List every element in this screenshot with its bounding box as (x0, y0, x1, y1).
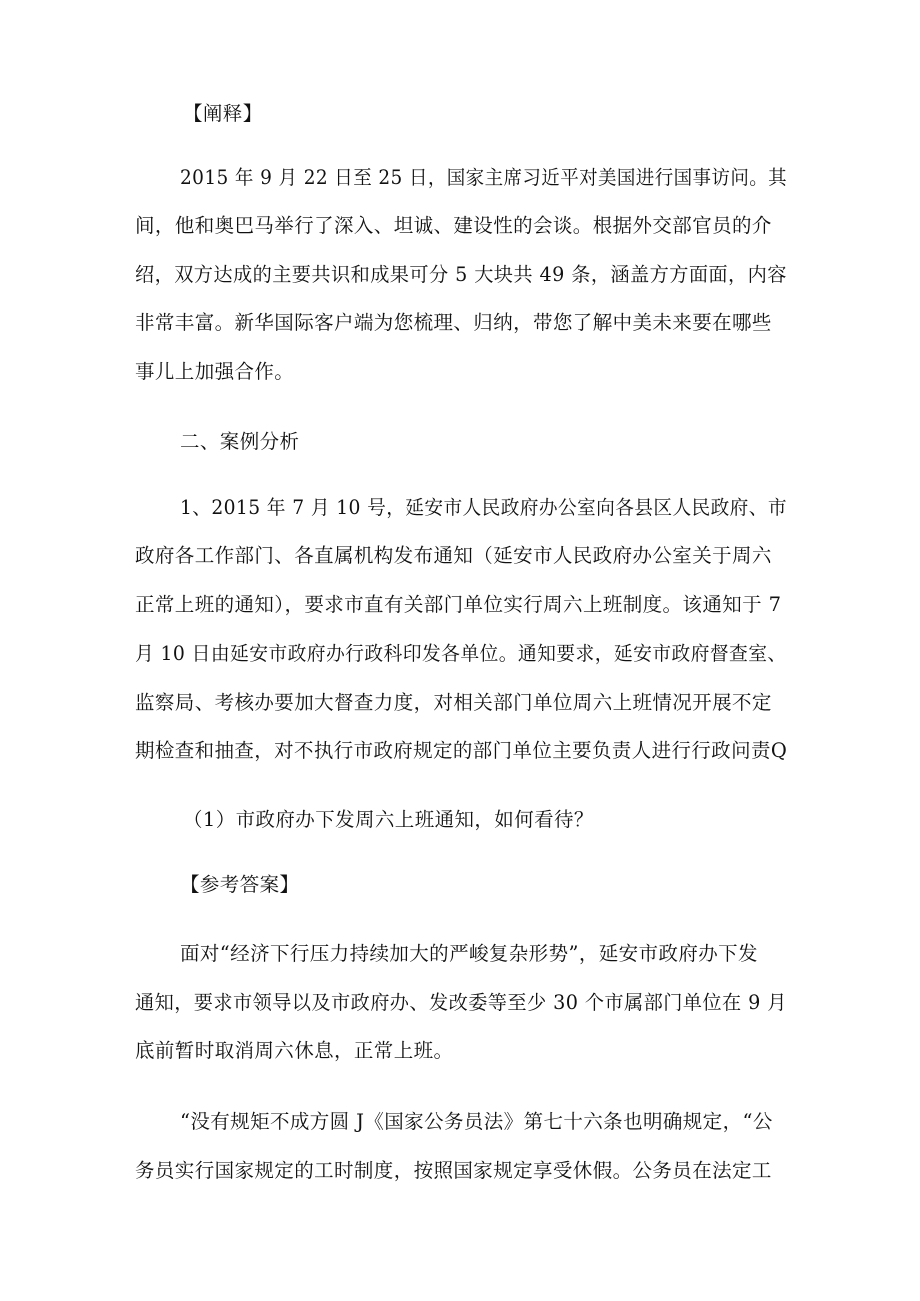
para1-line: 2015 年 9 月 22 日至 25 日，国家主席习近平对美国进行国事访问。其 (180, 166, 788, 189)
heading-answer: 【参考答案】 (180, 873, 300, 896)
para3-line: 面对“经济下行压力持续加大的严峻复杂形势”，延安市政府办下发 (180, 942, 758, 965)
para2-line: 月 10 日由延安市政府办行政科印发各单位。通知要求，延安市政府督查室、 (135, 642, 787, 665)
para1-line: 绍，双方达成的主要共识和成果可分 5 大块共 49 条，涵盖方方面面，内容 (135, 263, 787, 286)
heading-explain: 【阐释】 (183, 102, 263, 125)
question-1: （1）市政府办下发周六上班通知，如何看待？ (183, 808, 594, 831)
para1-line: 非常丰富。新华国际客户端为您梳理、归纳，带您了解中美未来要在哪些 (135, 311, 772, 334)
para3-line: 通知，要求市领导以及市政府办、发改委等至少 30 个市属部门单位在 9 月 (135, 991, 787, 1014)
para2-line: 1、2015 年 7 月 10 号，延安市人民政府办公室向各县区人民政府、市 (180, 496, 787, 519)
para3-line: 底前暂时取消周六休息，正常上班。 (135, 1039, 454, 1062)
para2-line: 监察局、考核办要加大督查力度，对相关部门单位周六上班情况开展不定 (135, 691, 772, 714)
para4-line: “没有规矩不成方圆 J《国家公务员法》第七十六条也明确规定，“公 (180, 1110, 773, 1133)
para2-line: 期检查和抽查，对不执行市政府规定的部门单位主要负责人进行行政问责Q (135, 739, 788, 762)
para2-line: 政府各工作部门、各直属机构发布通知（延安市人民政府办公室关于周六 (135, 544, 772, 567)
para4-line: 务员实行国家规定的工时制度，按照国家规定享受休假。公务员在法定工 (135, 1159, 772, 1182)
para1-line: 事儿上加强合作。 (135, 360, 295, 383)
section-heading-case: 二、案例分析 (180, 430, 300, 453)
para2-line: 正常上班的通知），要求市直有关部门单位实行周六上班制度。该通知于 7 (135, 593, 782, 616)
para1-line: 间，他和奥巴马举行了深入、坦诚、建设性的会谈。根据外交部官员的介 (135, 214, 772, 237)
